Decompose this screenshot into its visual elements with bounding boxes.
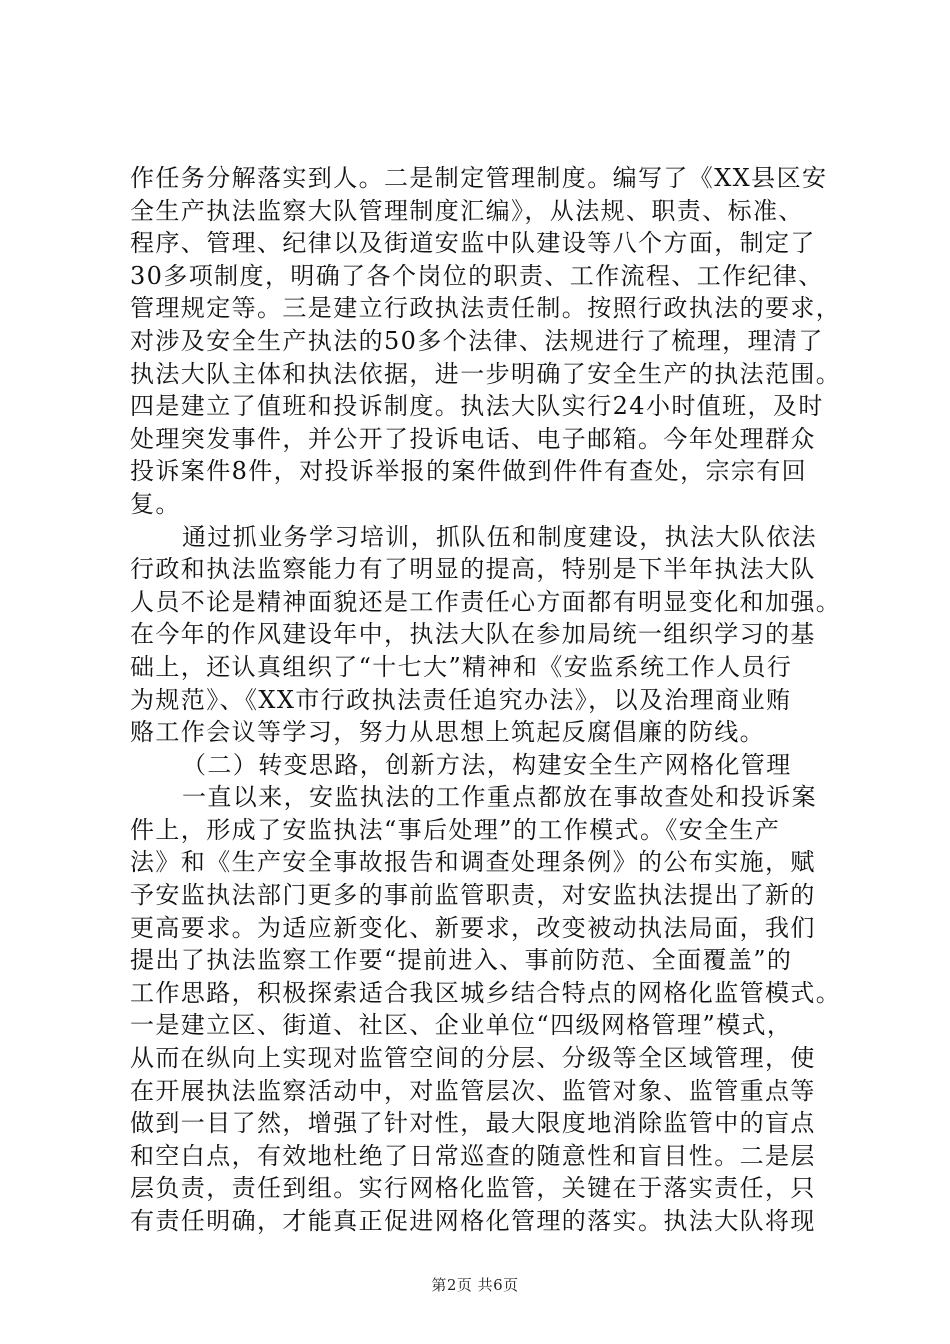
page-footer	[0, 1275, 950, 1295]
text-line: 从而在纵向上实现对监管空间的分层、分级等全区域管理，使	[130, 1044, 816, 1073]
text-line: 为规范》、《XX市行政执法责任追究办法》，以及治理商业贿	[130, 685, 792, 714]
text-line: 和空白点，有效地杜绝了日常巡查的随意性和盲目性。二是层	[130, 1141, 816, 1170]
text-line: 复。	[130, 489, 181, 518]
paragraph-start-line: 通过抓业务学习培训，抓队伍和制度建设，执法大队依法	[182, 522, 817, 551]
text-line: 做到一目了然，增强了针对性，最大限度地消除监管中的盲点	[130, 1109, 816, 1138]
text-line: 础上，还认真组织了“十七大”精神和《安监系统工作人员行	[130, 652, 793, 681]
text-line: 在开展执法监察活动中，对监管层次、监管对象、监管重点等	[130, 1076, 816, 1105]
text-line: 提出了执法监察工作要“提前进入、事前防范、全面覆盖”的	[130, 946, 793, 975]
text-line: 予安监执法部门更多的事前监管职责，对安监执法提出了新的	[130, 881, 816, 910]
text-line: 30多项制度，明确了各个岗位的职责、工作流程、工作纪律、	[130, 261, 824, 290]
text-line: 更高要求。为适应新变化、新要求，改变被动执法局面，我们	[130, 913, 816, 942]
text-line: 件上，形成了安监执法“事后处理”的工作模式。《安全生产	[130, 815, 781, 844]
section-heading: （二）转变思路，创新方法，构建安全生产网格化管理	[182, 750, 792, 779]
text-line: 对涉及安全生产执法的50多个法律、法规进行了梳理，理清了	[130, 326, 824, 355]
text-line: 法》和《生产安全事故报告和调查处理条例》的公布实施，赋	[130, 848, 816, 877]
text-line: 行政和执法监察能力有了明显的提高，特别是下半年执法大队	[130, 555, 816, 584]
page-number-label: 第2页 共6页	[431, 1276, 519, 1294]
text-line: 在今年的作风建设年中，执法大队在参加局统一组织学习的基	[130, 620, 816, 649]
text-line: 工作思路，积极探索适合我区城乡结合特点的网格化监管模式。	[130, 978, 842, 1007]
text-line: 层负责，责任到组。实行网格化监管，关键在于落实责任，只	[130, 1174, 816, 1203]
text-line: 程序、管理、纪律以及街道安监中队建设等八个方面，制定了	[130, 229, 816, 258]
paragraph-start-line: 一直以来，安监执法的工作重点都放在事故查处和投诉案	[182, 783, 817, 812]
text-line: 投诉案件8件，对投诉举报的案件做到件件有查处，宗宗有回	[130, 457, 808, 486]
body-text	[130, 162, 842, 1238]
text-line: 管理规定等。三是建立行政执法责任制。按照行政执法的要求，	[130, 294, 842, 323]
text-line: 有责任明确，才能真正促进网格化管理的落实。执法大队将现	[130, 1207, 816, 1235]
text-line: 一是建立区、街道、社区、企业单位“四级网格管理”模式，	[130, 1011, 793, 1040]
text-line: 作任务分解落实到人。二是制定管理制度。编写了《XX县区安	[130, 164, 828, 192]
text-line: 全生产执法监察大队管理制度汇编》，从法规、职责、标准、	[130, 196, 804, 225]
text-line: 赂工作会议等学习，努力从思想上筑起反腐倡廉的防线。	[130, 718, 765, 747]
text-line: 执法大队主体和执法依据，进一步明确了安全生产的执法范围。	[130, 359, 842, 388]
text-line: 人员不论是精神面貌还是工作责任心方面都有明显变化和加强。	[130, 587, 842, 616]
text-line: 处理突发事件，并公开了投诉电话、电子邮箱。今年处理群众	[130, 424, 816, 453]
text-line: 四是建立了值班和投诉制度。执法大队实行24小时值班，及时	[130, 392, 824, 421]
